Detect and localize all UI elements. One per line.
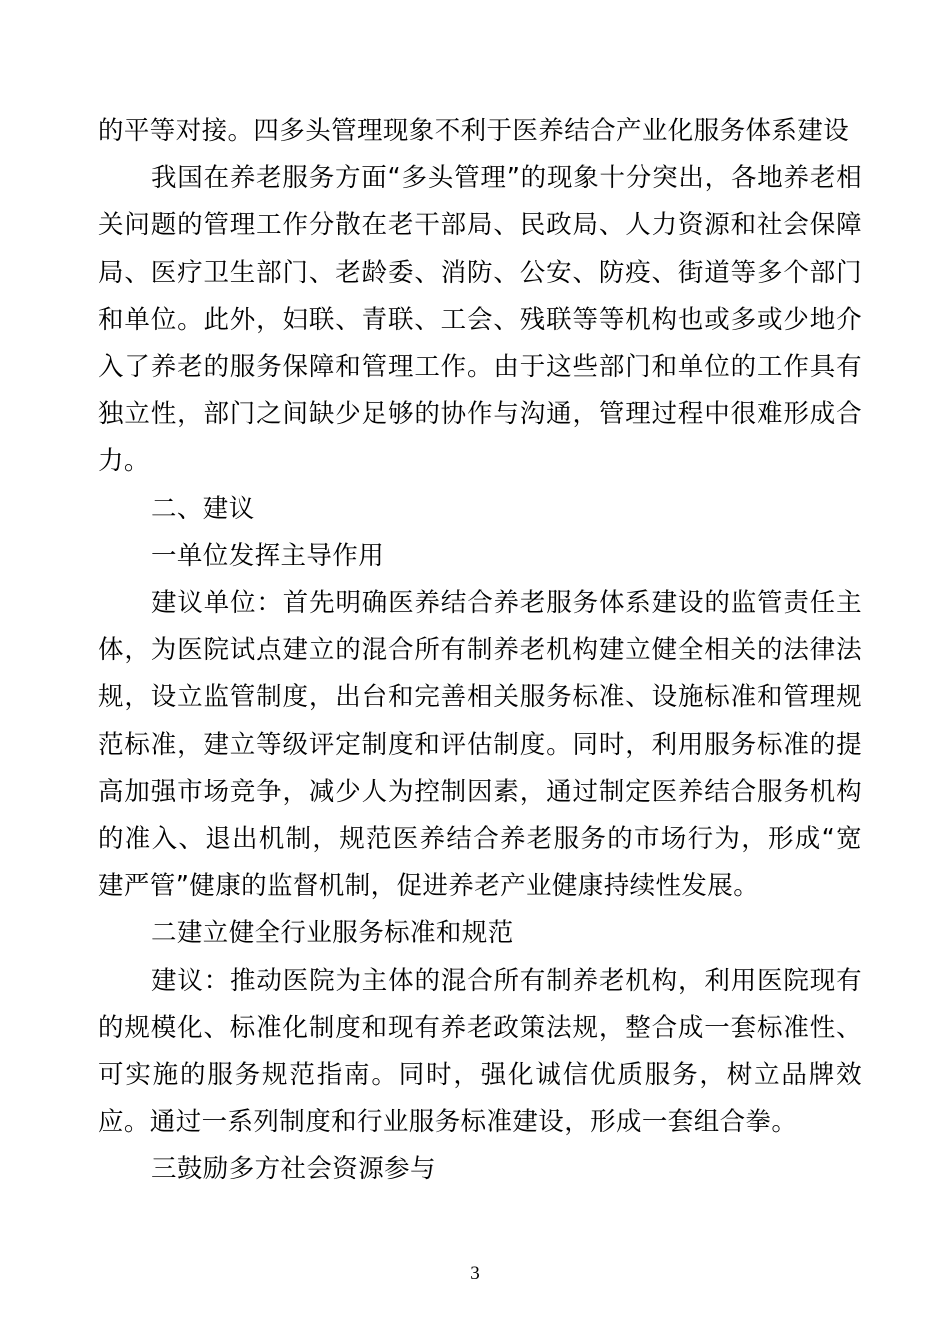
section-heading-suggestions: 二、建议	[151, 493, 255, 524]
subheading-leading-role: 一单位发挥主导作用	[151, 540, 385, 571]
page-number: 3	[470, 1263, 480, 1284]
document-body	[98, 108, 862, 1194]
paragraph-supervision: 建议单位：首先明确医养结合养老服务体系建设的监管责任主体，为医院试点建立的混合所有制养老机构建立健全相关的法律法规，设立监管制度，出台和完善相关服务标准、设施标准和管理规范标准，建立等级评定制度和评估制度。同时，利用服务标准的提高加强市场竞争，减少人为控制因素，通过制定医养结合服务机构的准入、退出机制，规范医养结合养老服务的市场行为，形成“宽建严管”健康的监督机制，促进养老产业健康持续性发展。	[98, 588, 862, 902]
subheading-social-resources: 三鼓励多方社会资源参与	[151, 1154, 436, 1185]
subheading-industry-standards: 二建立健全行业服务标准和规范	[151, 918, 514, 949]
paragraph-multi-management: 我国在养老服务方面“多头管理”的现象十分突出，各地养老相关问题的管理工作分散在老干部局、民政局、人力资源和社会保障局、医疗卫生部门、老龄委、消防、公安、防疫、街道等多个部门和单位。此外，妇联、青联、工会、残联等等机构也或多或少地介入了养老的服务保障和管理工作。由于这些部门和单位的工作具有独立性，部门之间缺少足够的协作与沟通，管理过程中很难形成合力。	[98, 163, 862, 477]
paragraph-continuation: 的平等对接。四多头管理现象不利于医养结合产业化服务体系建设	[98, 116, 850, 146]
paragraph-service-guidelines: 建议：推动医院为主体的混合所有制养老机构，利用医院现有的规模化、标准化制度和现有养老政策法规，整合成一套标准性、可实施的服务规范指南。同时，强化诚信优质服务，树立品牌效应。通过一系列制度和行业服务标准建设，形成一套组合拳。	[98, 965, 862, 1138]
